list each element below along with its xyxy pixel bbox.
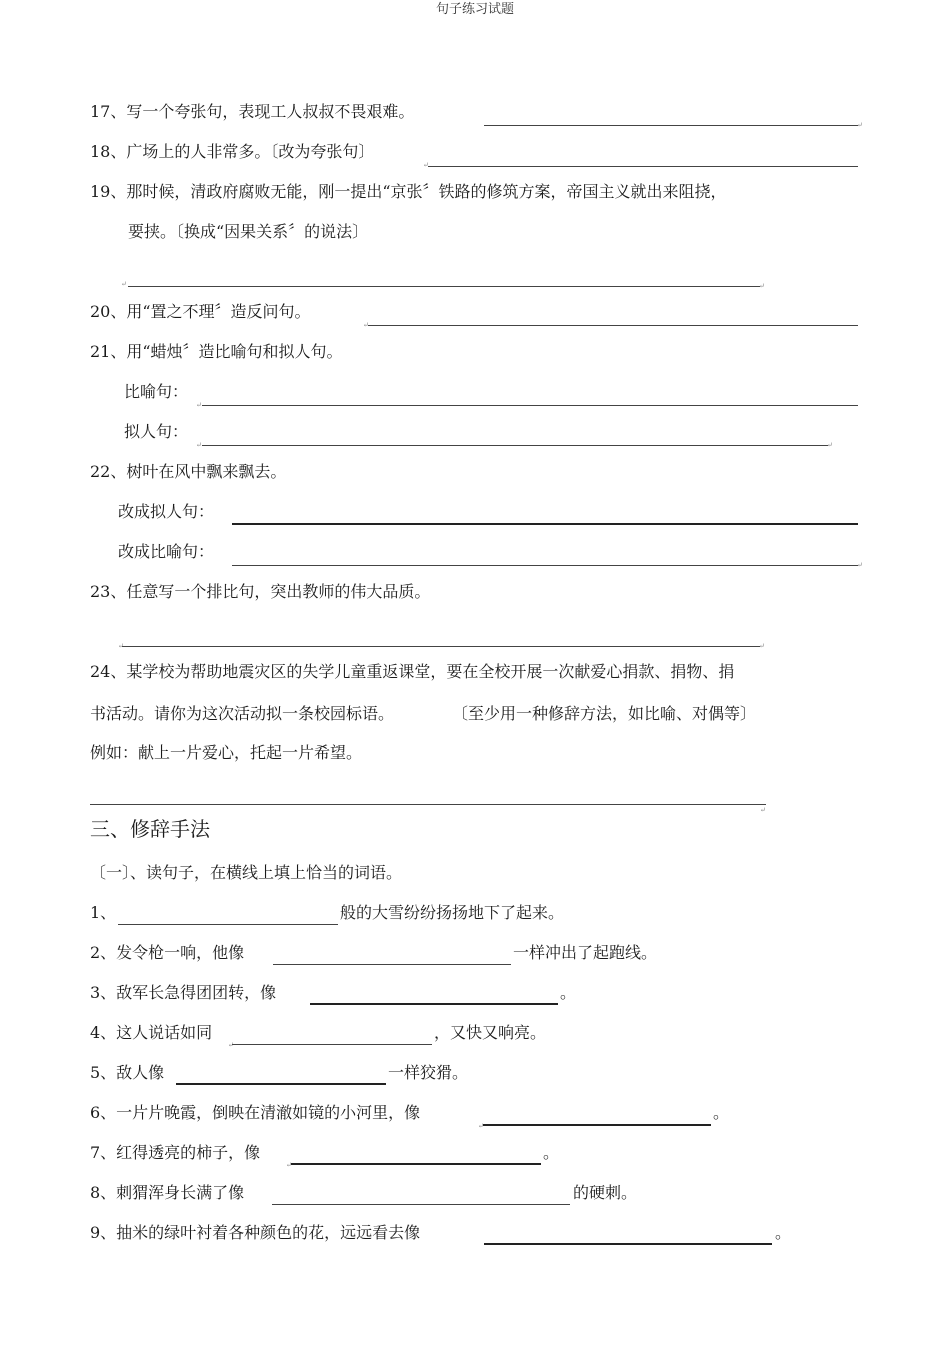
section-instruction: 〔一〕、读句子，在横线上填上恰当的词语。	[90, 863, 403, 882]
question-17: 17、写一个夸张句，表现工人叔叔不畏艰难。	[90, 102, 415, 121]
answer-line-17[interactable]	[484, 125, 858, 126]
answer-line-23[interactable]	[122, 646, 760, 647]
question-22: 22、树叶在风中飘来飘去。	[90, 462, 287, 481]
blank-8[interactable]	[272, 1204, 570, 1205]
item-6-suffix: 。	[713, 1103, 730, 1122]
question-24-example: 例如：献上一片爱心，托起一片希望。	[90, 743, 363, 762]
personification-line-21[interactable]	[202, 445, 828, 446]
blank-7[interactable]	[291, 1163, 541, 1165]
personification-line-22[interactable]	[232, 523, 858, 525]
item-9-prefix: 9、抽米的绿叶衬着各种颜色的花，远远看去像	[90, 1223, 421, 1242]
question-19-line1: 19、那时候，清政府腐败无能，刚一提出“京张〞铁路的修筑方案，帝国主义就出来阻挠，	[90, 182, 727, 201]
blank-9[interactable]	[484, 1243, 772, 1245]
item-9-suffix: 。	[775, 1223, 792, 1242]
question-24-line2: 书活动。请你为这次活动拟一条校园标语。	[90, 704, 395, 723]
answer-line-20[interactable]	[368, 325, 858, 326]
blank-4[interactable]	[232, 1044, 432, 1045]
blank-5[interactable]	[176, 1083, 386, 1085]
item-2-prefix: 2、发令枪一响，他像	[90, 943, 245, 962]
item-3-suffix: 。	[560, 983, 577, 1002]
blank-3[interactable]	[310, 1003, 558, 1005]
item-3-prefix: 3、敌军长急得团团转，像	[90, 983, 277, 1002]
question-23: 23、任意写一个排比句，突出教师的伟大品质。	[90, 582, 431, 601]
simile-label-22: 改成比喻句：	[118, 542, 215, 561]
simile-label-21: 比喻句：	[124, 382, 189, 401]
answer-line-24[interactable]	[90, 804, 766, 805]
item-4-suffix: ，又快又响亮。	[434, 1023, 547, 1042]
answer-line-19[interactable]	[128, 286, 760, 287]
blank-2[interactable]	[273, 964, 511, 965]
item-7-prefix: 7、红得透亮的柿子，像	[90, 1143, 261, 1162]
simile-line-22[interactable]	[232, 565, 858, 566]
item-5-prefix: 5、敌人像	[90, 1063, 165, 1082]
question-24-line1: 24、某学校为帮助地震灾区的失学儿童重返课堂，要在全校开展一次献爱心捐款、捐物、捐	[90, 662, 735, 681]
answer-line-18[interactable]	[428, 166, 858, 167]
simile-line-21[interactable]	[202, 405, 858, 406]
item-1-suffix: 般的大雪纷纷扬扬地下了起来。	[340, 903, 565, 922]
item-6-prefix: 6、一片片晚霞，倒映在清澈如镜的小河里，像	[90, 1103, 421, 1122]
blank-6[interactable]	[483, 1124, 711, 1126]
blank-1[interactable]	[118, 924, 338, 925]
question-24-hint: 〔至少用一种修辞方法，如比喻、对偶等〕	[452, 704, 757, 723]
page-header: 句子练习试题	[435, 2, 514, 17]
item-8-suffix: 的硬刺。	[573, 1183, 638, 1202]
question-20: 20、用“置之不理〞造反问句。	[90, 302, 311, 321]
question-18: 18、广场上的人非常多。〔改为夸张句〕	[90, 142, 375, 161]
item-2-suffix: 一样冲出了起跑线。	[513, 943, 658, 962]
personification-label-22: 改成拟人句：	[118, 502, 215, 521]
item-7-suffix: 。	[543, 1143, 560, 1162]
item-8-prefix: 8、刺猬浑身长满了像	[90, 1183, 245, 1202]
personification-label-21: 拟人句：	[124, 422, 189, 441]
question-19-line2: 要挟。〔换成“因果关系〞的说法〕	[128, 222, 369, 241]
item-1-prefix: 1、	[90, 903, 117, 922]
item-4-prefix: 4、这人说话如同	[90, 1023, 213, 1042]
section-title: 三、修辞手法	[90, 817, 210, 841]
item-5-suffix: 一样狡猾。	[388, 1063, 469, 1082]
question-21: 21、用“蜡烛〞造比喻句和拟人句。	[90, 342, 343, 361]
